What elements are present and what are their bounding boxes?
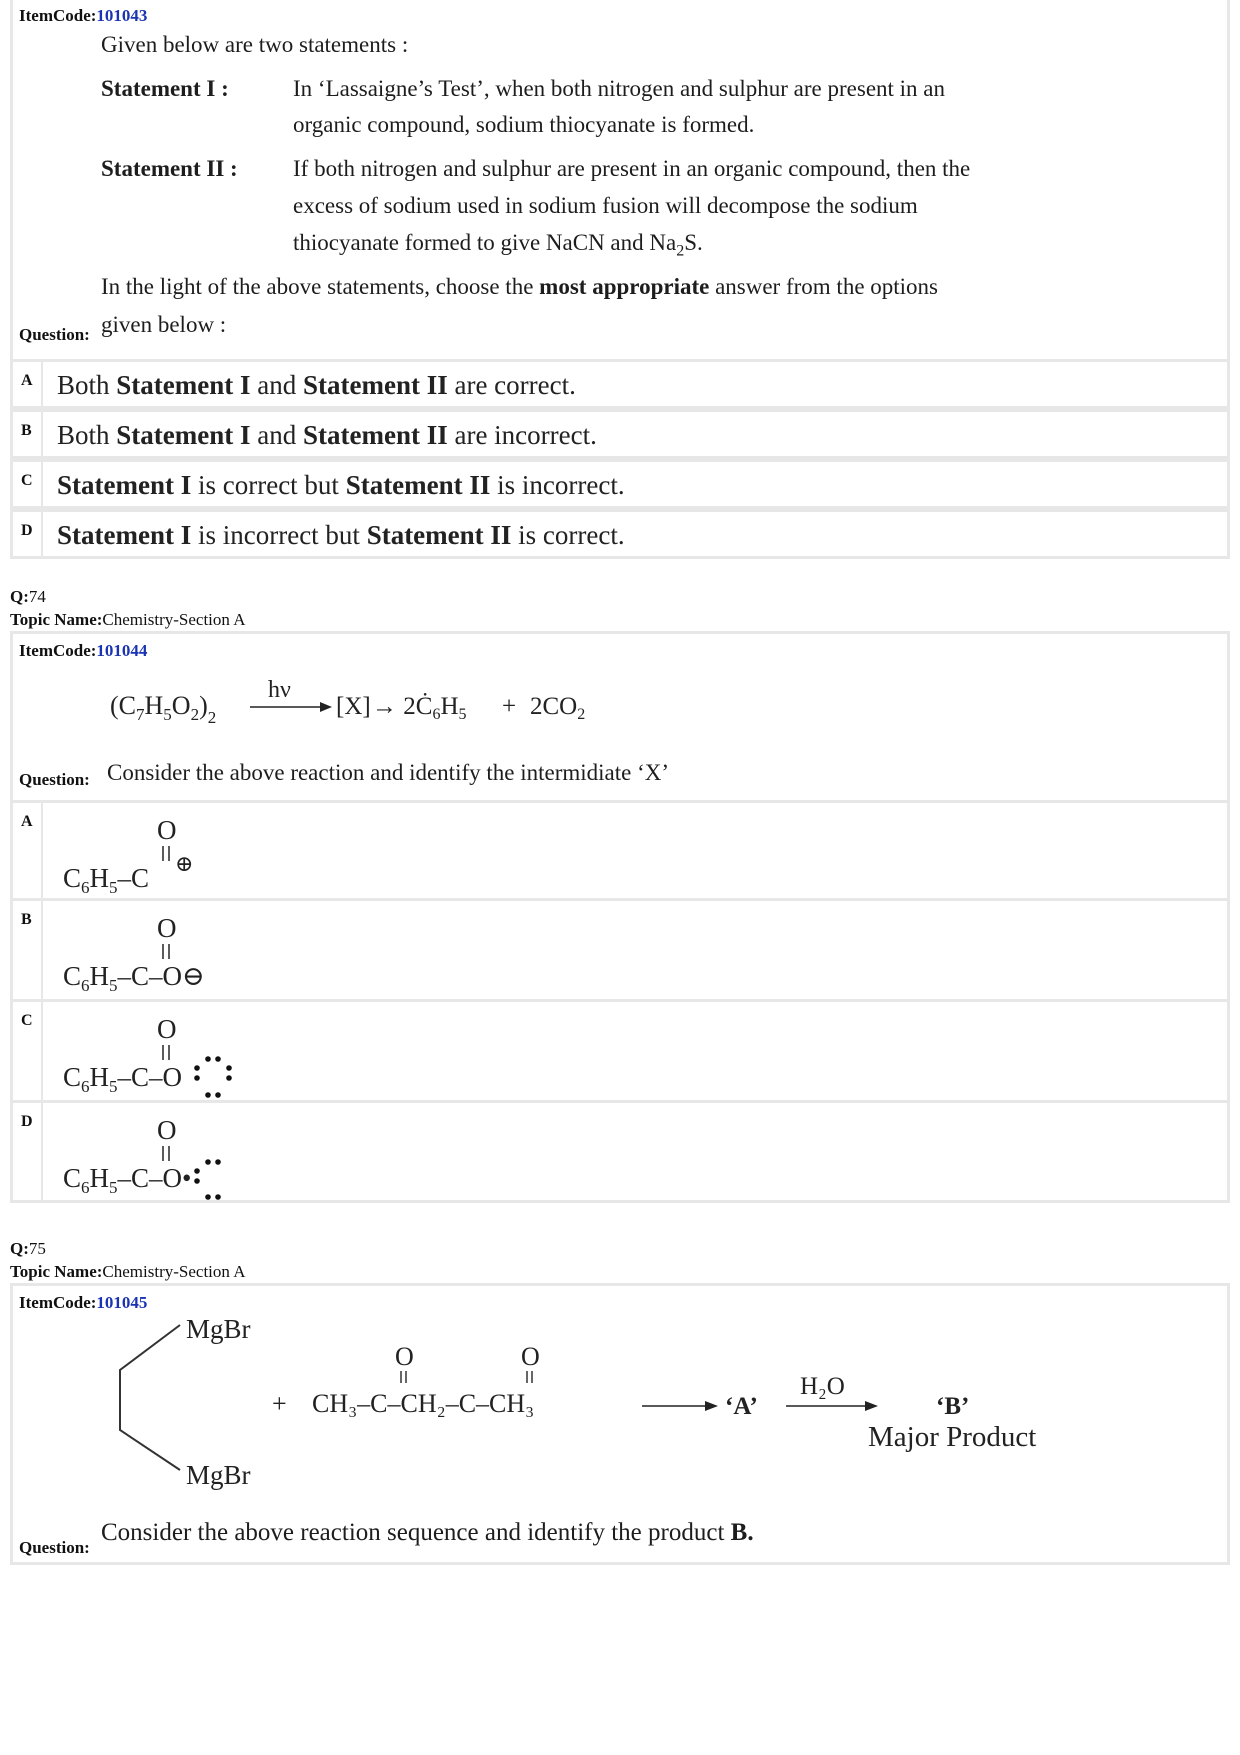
- option-letter: D: [13, 1103, 43, 1200]
- mgbr-top: MgBr: [186, 1314, 251, 1344]
- reaction-scheme-75: [100, 1310, 1100, 1500]
- question-label-73: Question:: [19, 325, 90, 344]
- carboxylate-group: $C_6H_5-C-O⊖$: [63, 961, 205, 995]
- question-text-75: Consider the above reaction sequence and identify the product B.: [101, 1519, 754, 1546]
- plus-sign: +: [272, 1389, 287, 1418]
- option-letter: D: [13, 512, 43, 556]
- mgbr-bottom: MgBr: [186, 1460, 251, 1490]
- option-c-73[interactable]: [10, 459, 1230, 509]
- arrow-head: [865, 1401, 878, 1411]
- intro-text: Given below are two statements :: [101, 32, 409, 57]
- intermediate-x: [X]: [336, 693, 371, 720]
- option-a-74[interactable]: [10, 800, 1230, 901]
- water-reagent: H₂O: [800, 1373, 845, 1400]
- question-label-75: Question:: [19, 1538, 90, 1557]
- plus-sign: +: [502, 693, 517, 720]
- item-code-73: ItemCode:101043: [19, 6, 148, 25]
- option-text: Both Statement I and Statement II are correct.: [57, 370, 576, 400]
- topic-74: Topic Name:Chemistry-Section A: [10, 610, 246, 629]
- major-product-label: Major Product: [868, 1421, 1037, 1453]
- item-code-75: ItemCode:101045: [19, 1293, 148, 1312]
- statement-1-line-1: In ‘Lassaigne’s Test’, when both nitrogen and sulphur are present in an: [293, 76, 946, 101]
- structure-carboxylate: [53, 905, 353, 997]
- statement-2-line-2: excess of sodium used in sodium fusion will decompose the sodium: [293, 193, 918, 218]
- option-text: Statement I is incorrect but Statement II is correct.: [57, 520, 625, 550]
- option-text: Both Statement I and Statement II are incorrect.: [57, 420, 597, 450]
- carbonyl-oxygen-2: O: [521, 1342, 540, 1371]
- option-b-73[interactable]: [10, 409, 1230, 459]
- given-below-text: given below :: [101, 312, 227, 337]
- question-label-74: Question:: [19, 770, 90, 789]
- option-letter: B: [13, 901, 43, 999]
- light-text: In the light of the above statements, choose the most appropriate answer from the options: [101, 274, 939, 299]
- option-letter: A: [13, 803, 43, 898]
- lone-pair-dots: [194, 1056, 232, 1098]
- oxygen-atom: O: [157, 815, 177, 845]
- arrow-head: [320, 702, 332, 712]
- structure-oxy-radical: [53, 1107, 353, 1201]
- structure-acylium: [53, 809, 313, 897]
- statement-2-line-3: thiocyanate formed to give NaCN and $Na_2S$.: [293, 230, 703, 260]
- radical-group: $C_6H_5-C-O•$: [63, 1163, 192, 1197]
- statement-1-label: Statement I :: [101, 76, 229, 101]
- reaction-equation-74: [100, 670, 660, 730]
- oxygen-atom: O: [157, 913, 177, 943]
- reactant: $(C_7H_5O_2)_2$: [110, 691, 217, 727]
- item-code-74: ItemCode:101044: [19, 641, 148, 660]
- alkyl-chain: [120, 1325, 180, 1470]
- option-d-74[interactable]: [10, 1103, 1230, 1203]
- topic-75: Topic Name:Chemistry-Section A: [10, 1262, 246, 1281]
- statement-1-line-2: organic compound, sodium thiocyanate is formed.: [293, 112, 755, 137]
- diketone: CH₃–C–CH₂–C–CH₃: [312, 1389, 535, 1418]
- lone-pair-dots: [194, 1159, 221, 1200]
- option-text: Statement I is correct but Statement II is incorrect.: [57, 470, 625, 500]
- option-b-74[interactable]: [10, 901, 1230, 1002]
- product-a-label: ‘A’: [725, 1393, 758, 1420]
- oxide-group: $C_6H_5-C-O$: [63, 1062, 183, 1096]
- hv-label: hν: [268, 677, 291, 703]
- statement-2-label: Statement II :: [101, 156, 238, 181]
- option-c-74[interactable]: [10, 1002, 1230, 1103]
- question-text-74: Consider the above reaction and identify the intermidiate ‘X’: [107, 760, 670, 785]
- option-a-73[interactable]: [10, 359, 1230, 409]
- arrow-head: [705, 1401, 718, 1411]
- positive-charge-icon: ⊕: [175, 851, 194, 876]
- option-d-73[interactable]: [10, 509, 1230, 559]
- option-letter: B: [13, 412, 43, 456]
- phenyl-group: $C_6H_5-C$: [63, 863, 150, 897]
- structure-oxide-lonepairs: [53, 1006, 353, 1100]
- product-b-label: ‘B’: [936, 1393, 970, 1420]
- option-letter: C: [13, 1002, 43, 1100]
- statement-2-line-1: If both nitrogen and sulphur are present in an organic compound, then the: [293, 156, 971, 181]
- option-letter: A: [13, 362, 43, 406]
- question-number-74: Q:74: [10, 587, 46, 606]
- product-co2: $2CO_2$: [530, 693, 586, 723]
- option-letter: C: [13, 462, 43, 506]
- oxygen-atom: O: [157, 1014, 177, 1044]
- product-radical: → $2Ċ_6H_5$: [372, 693, 467, 723]
- question-number-75: Q:75: [10, 1239, 46, 1258]
- oxygen-atom: O: [157, 1115, 177, 1145]
- carbonyl-oxygen-1: O: [395, 1342, 414, 1371]
